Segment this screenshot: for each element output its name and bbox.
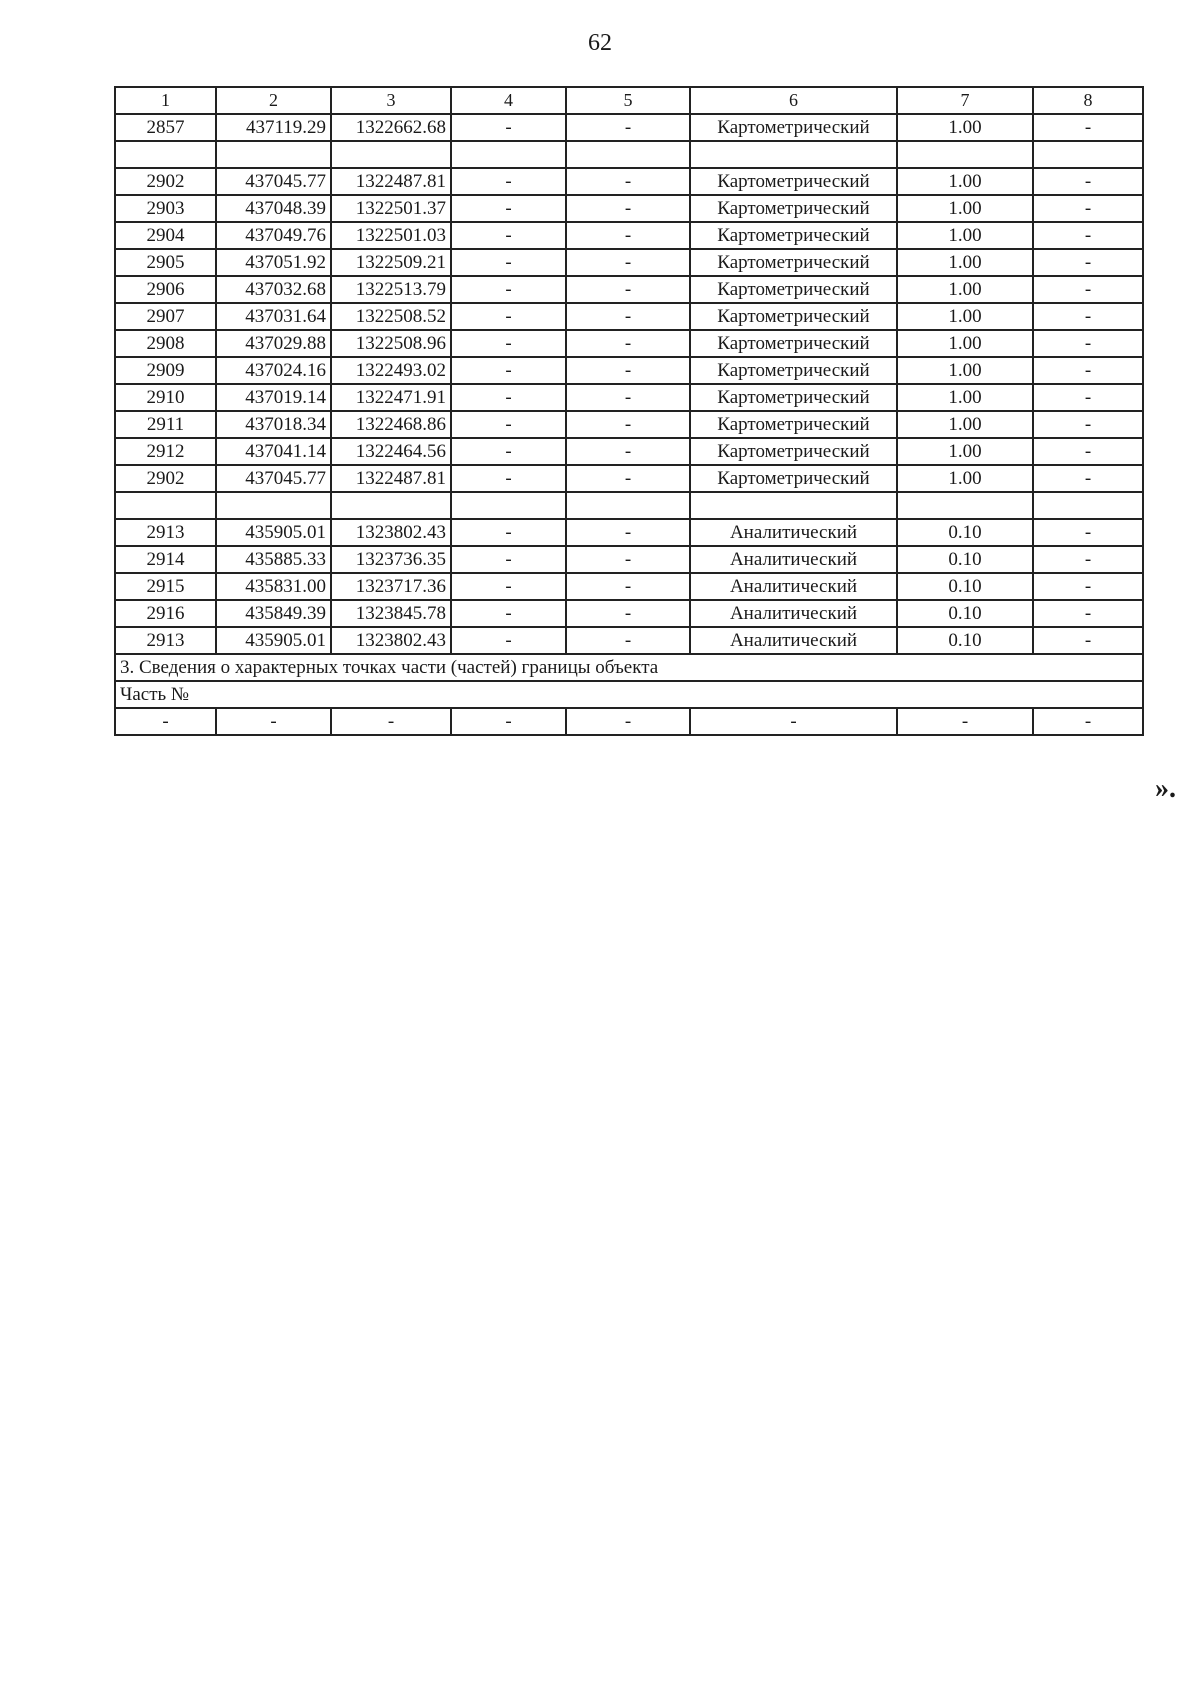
table-row — [115, 384, 1143, 411]
table-cell: 1322508.52 — [331, 303, 451, 330]
table-cell: 437051.92 — [216, 249, 331, 276]
table-cell: 1322468.86 — [331, 411, 451, 438]
table-cell: - — [566, 357, 690, 384]
table-cell: Картометрический — [690, 303, 897, 330]
table-cell: Картометрический — [690, 384, 897, 411]
table-cell: 2915 — [115, 573, 216, 600]
table-cell: - — [451, 519, 566, 546]
table-cell: - — [451, 195, 566, 222]
table-cell: - — [451, 546, 566, 573]
table-cell: 1.00 — [897, 195, 1033, 222]
table-cell: 2912 — [115, 438, 216, 465]
table-row — [115, 438, 1143, 465]
table-cell: - — [1033, 438, 1143, 465]
table-cell: - — [566, 708, 690, 735]
table-cell: 437029.88 — [216, 330, 331, 357]
table-cell: - — [451, 600, 566, 627]
table-cell: - — [451, 384, 566, 411]
table-row — [115, 627, 1143, 654]
table-cell: 437024.16 — [216, 357, 331, 384]
table-cell: 2903 — [115, 195, 216, 222]
table-cell: 1322509.21 — [331, 249, 451, 276]
table-cell: Картометрический — [690, 195, 897, 222]
table-cell: 1323736.35 — [331, 546, 451, 573]
table-cell: - — [451, 411, 566, 438]
table-cell: Аналитический — [690, 546, 897, 573]
table-cell: - — [690, 708, 897, 735]
table-cell: 1323717.36 — [331, 573, 451, 600]
table-cell: 1322501.37 — [331, 195, 451, 222]
table-cell: - — [1033, 708, 1143, 735]
table-row — [115, 276, 1143, 303]
table-cell: 2904 — [115, 222, 216, 249]
table-cell: Аналитический — [690, 573, 897, 600]
table-cell: Картометрический — [690, 357, 897, 384]
table-cell: Картометрический — [690, 276, 897, 303]
table-cell: - — [451, 249, 566, 276]
table-row — [115, 546, 1143, 573]
table-cell: - — [1033, 546, 1143, 573]
table-cell — [1033, 141, 1143, 168]
table-row — [115, 303, 1143, 330]
table-cell — [1033, 492, 1143, 519]
table-cell — [451, 141, 566, 168]
column-header: 5 — [566, 87, 690, 114]
table-cell: 1.00 — [897, 249, 1033, 276]
table-cell: - — [115, 708, 216, 735]
table-cell: - — [566, 114, 690, 141]
table-cell: 435905.01 — [216, 627, 331, 654]
table-row — [115, 600, 1143, 627]
table-cell: - — [566, 438, 690, 465]
table-cell: - — [566, 411, 690, 438]
table-cell: 2906 — [115, 276, 216, 303]
table-cell: - — [897, 708, 1033, 735]
table-row — [115, 411, 1143, 438]
column-header: 4 — [451, 87, 566, 114]
table-cell: - — [1033, 600, 1143, 627]
table-cell: 1322493.02 — [331, 357, 451, 384]
table-cell: 1.00 — [897, 222, 1033, 249]
table-row — [115, 465, 1143, 492]
table-row — [115, 357, 1143, 384]
table-cell: 1322513.79 — [331, 276, 451, 303]
table-cell — [216, 492, 331, 519]
table-cell: - — [1033, 222, 1143, 249]
table-cell: 437045.77 — [216, 168, 331, 195]
table-cell — [897, 141, 1033, 168]
table-cell: - — [451, 114, 566, 141]
table-cell: 437041.14 — [216, 438, 331, 465]
table-cell: - — [566, 168, 690, 195]
table-cell: 1322508.96 — [331, 330, 451, 357]
table-cell: 0.10 — [897, 600, 1033, 627]
table-cell: 2909 — [115, 357, 216, 384]
table-cell: - — [451, 708, 566, 735]
table-cell: 1.00 — [897, 384, 1033, 411]
section-title-row — [115, 654, 1143, 681]
table-cell: 2913 — [115, 519, 216, 546]
table-cell: Картометрический — [690, 114, 897, 141]
table-row — [115, 195, 1143, 222]
table-cell: 1.00 — [897, 276, 1033, 303]
table-row — [115, 249, 1143, 276]
table-cell: - — [1033, 573, 1143, 600]
table-cell: Картометрический — [690, 222, 897, 249]
table-cell: 0.10 — [897, 573, 1033, 600]
table-cell: 437119.29 — [216, 114, 331, 141]
table-cell: - — [1033, 303, 1143, 330]
table-row — [115, 168, 1143, 195]
table-cell: - — [566, 600, 690, 627]
table-cell: - — [451, 276, 566, 303]
table-cell: - — [566, 330, 690, 357]
table-cell: - — [451, 438, 566, 465]
table-cell: 435831.00 — [216, 573, 331, 600]
table-cell: 2857 — [115, 114, 216, 141]
table-cell: - — [566, 222, 690, 249]
table-cell: 1.00 — [897, 168, 1033, 195]
table-cell: - — [451, 330, 566, 357]
table-cell: Аналитический — [690, 600, 897, 627]
table-cell: Картометрический — [690, 465, 897, 492]
table-cell: Картометрический — [690, 168, 897, 195]
column-header: 6 — [690, 87, 897, 114]
table-cell: - — [566, 384, 690, 411]
table-cell: - — [1033, 627, 1143, 654]
table-cell: Аналитический — [690, 519, 897, 546]
table-cell: 437019.14 — [216, 384, 331, 411]
table-cell: 0.10 — [897, 519, 1033, 546]
closing-quote-mark: ». — [1155, 773, 1176, 804]
table-cell: 1322487.81 — [331, 168, 451, 195]
table-cell: 437045.77 — [216, 465, 331, 492]
table-cell: 1322662.68 — [331, 114, 451, 141]
table-cell: - — [1033, 384, 1143, 411]
table-cell: 1.00 — [897, 465, 1033, 492]
column-header: 1 — [115, 87, 216, 114]
table-cell: Аналитический — [690, 627, 897, 654]
table-cell: - — [451, 627, 566, 654]
table-cell — [331, 492, 451, 519]
table-cell: 2910 — [115, 384, 216, 411]
table-cell: - — [451, 222, 566, 249]
table-cell: - — [1033, 276, 1143, 303]
table-row — [115, 708, 1143, 735]
table-cell: - — [451, 357, 566, 384]
table-cell: 2905 — [115, 249, 216, 276]
table-cell: 2902 — [115, 168, 216, 195]
table-cell: 437048.39 — [216, 195, 331, 222]
table-cell: - — [1033, 357, 1143, 384]
table-cell: - — [331, 708, 451, 735]
table-cell: 1322501.03 — [331, 222, 451, 249]
table-cell: 2908 — [115, 330, 216, 357]
table-row — [115, 519, 1143, 546]
table-cell: - — [1033, 330, 1143, 357]
table-cell — [690, 141, 897, 168]
table-cell: 1.00 — [897, 438, 1033, 465]
table-cell: - — [451, 303, 566, 330]
table-cell: - — [451, 465, 566, 492]
table-cell: - — [566, 519, 690, 546]
table-cell — [451, 492, 566, 519]
part-label: Часть № — [115, 681, 1143, 708]
table-cell: 1322487.81 — [331, 465, 451, 492]
table-cell: 2916 — [115, 600, 216, 627]
table-cell: - — [566, 195, 690, 222]
table-cell: 0.10 — [897, 627, 1033, 654]
table-cell: 1.00 — [897, 330, 1033, 357]
table-cell: - — [566, 573, 690, 600]
table-row — [115, 114, 1143, 141]
table-cell: - — [1033, 195, 1143, 222]
table-cell — [115, 492, 216, 519]
table-cell — [115, 141, 216, 168]
table-cell — [690, 492, 897, 519]
table-cell: 1.00 — [897, 411, 1033, 438]
table-cell: - — [451, 573, 566, 600]
column-header: 8 — [1033, 87, 1143, 114]
table-row — [115, 141, 1143, 168]
table-cell: Картометрический — [690, 330, 897, 357]
table-cell: - — [566, 276, 690, 303]
table-cell: Картометрический — [690, 438, 897, 465]
table-cell: - — [1033, 114, 1143, 141]
part-label-row — [115, 681, 1143, 708]
table-cell: Картометрический — [690, 411, 897, 438]
table-cell: - — [1033, 249, 1143, 276]
table-cell — [566, 492, 690, 519]
table-cell: 1.00 — [897, 114, 1033, 141]
table-cell: 2907 — [115, 303, 216, 330]
table-cell — [566, 141, 690, 168]
table-cell: 437031.64 — [216, 303, 331, 330]
table-cell: - — [1033, 168, 1143, 195]
table-cell: - — [216, 708, 331, 735]
table-cell: 437049.76 — [216, 222, 331, 249]
column-header: 3 — [331, 87, 451, 114]
column-header: 2 — [216, 87, 331, 114]
table-cell: 2914 — [115, 546, 216, 573]
section-title: 3. Сведения о характерных точках части (частей) границы объекта — [115, 654, 1143, 681]
table-cell: 1323802.43 — [331, 519, 451, 546]
table-row — [115, 492, 1143, 519]
page-number: 62 — [588, 30, 612, 56]
table-cell: 435905.01 — [216, 519, 331, 546]
table-cell: 0.10 — [897, 546, 1033, 573]
table-row — [115, 330, 1143, 357]
table-cell: 1.00 — [897, 357, 1033, 384]
table-cell: 2902 — [115, 465, 216, 492]
table-cell: 1323845.78 — [331, 600, 451, 627]
table-cell: - — [566, 465, 690, 492]
table-cell: 1323802.43 — [331, 627, 451, 654]
table-row — [115, 222, 1143, 249]
table-cell: - — [566, 627, 690, 654]
table-cell — [216, 141, 331, 168]
table-cell: - — [1033, 519, 1143, 546]
table-cell: - — [1033, 411, 1143, 438]
table-cell: - — [1033, 465, 1143, 492]
coordinates-table — [114, 86, 1144, 736]
table-cell: 435885.33 — [216, 546, 331, 573]
table-cell: 2911 — [115, 411, 216, 438]
table-cell: 2913 — [115, 627, 216, 654]
table-row — [115, 573, 1143, 600]
table-cell: 437032.68 — [216, 276, 331, 303]
table-cell: 435849.39 — [216, 600, 331, 627]
table-cell: 1322471.91 — [331, 384, 451, 411]
table-cell: 1.00 — [897, 303, 1033, 330]
table-cell: - — [566, 546, 690, 573]
table-cell: 437018.34 — [216, 411, 331, 438]
table-cell: - — [566, 303, 690, 330]
table-cell — [897, 492, 1033, 519]
table-cell: 1322464.56 — [331, 438, 451, 465]
table-header-row — [115, 87, 1143, 114]
table-cell: Картометрический — [690, 249, 897, 276]
column-header: 7 — [897, 87, 1033, 114]
table-cell: - — [566, 249, 690, 276]
table-cell — [331, 141, 451, 168]
table-cell: - — [451, 168, 566, 195]
